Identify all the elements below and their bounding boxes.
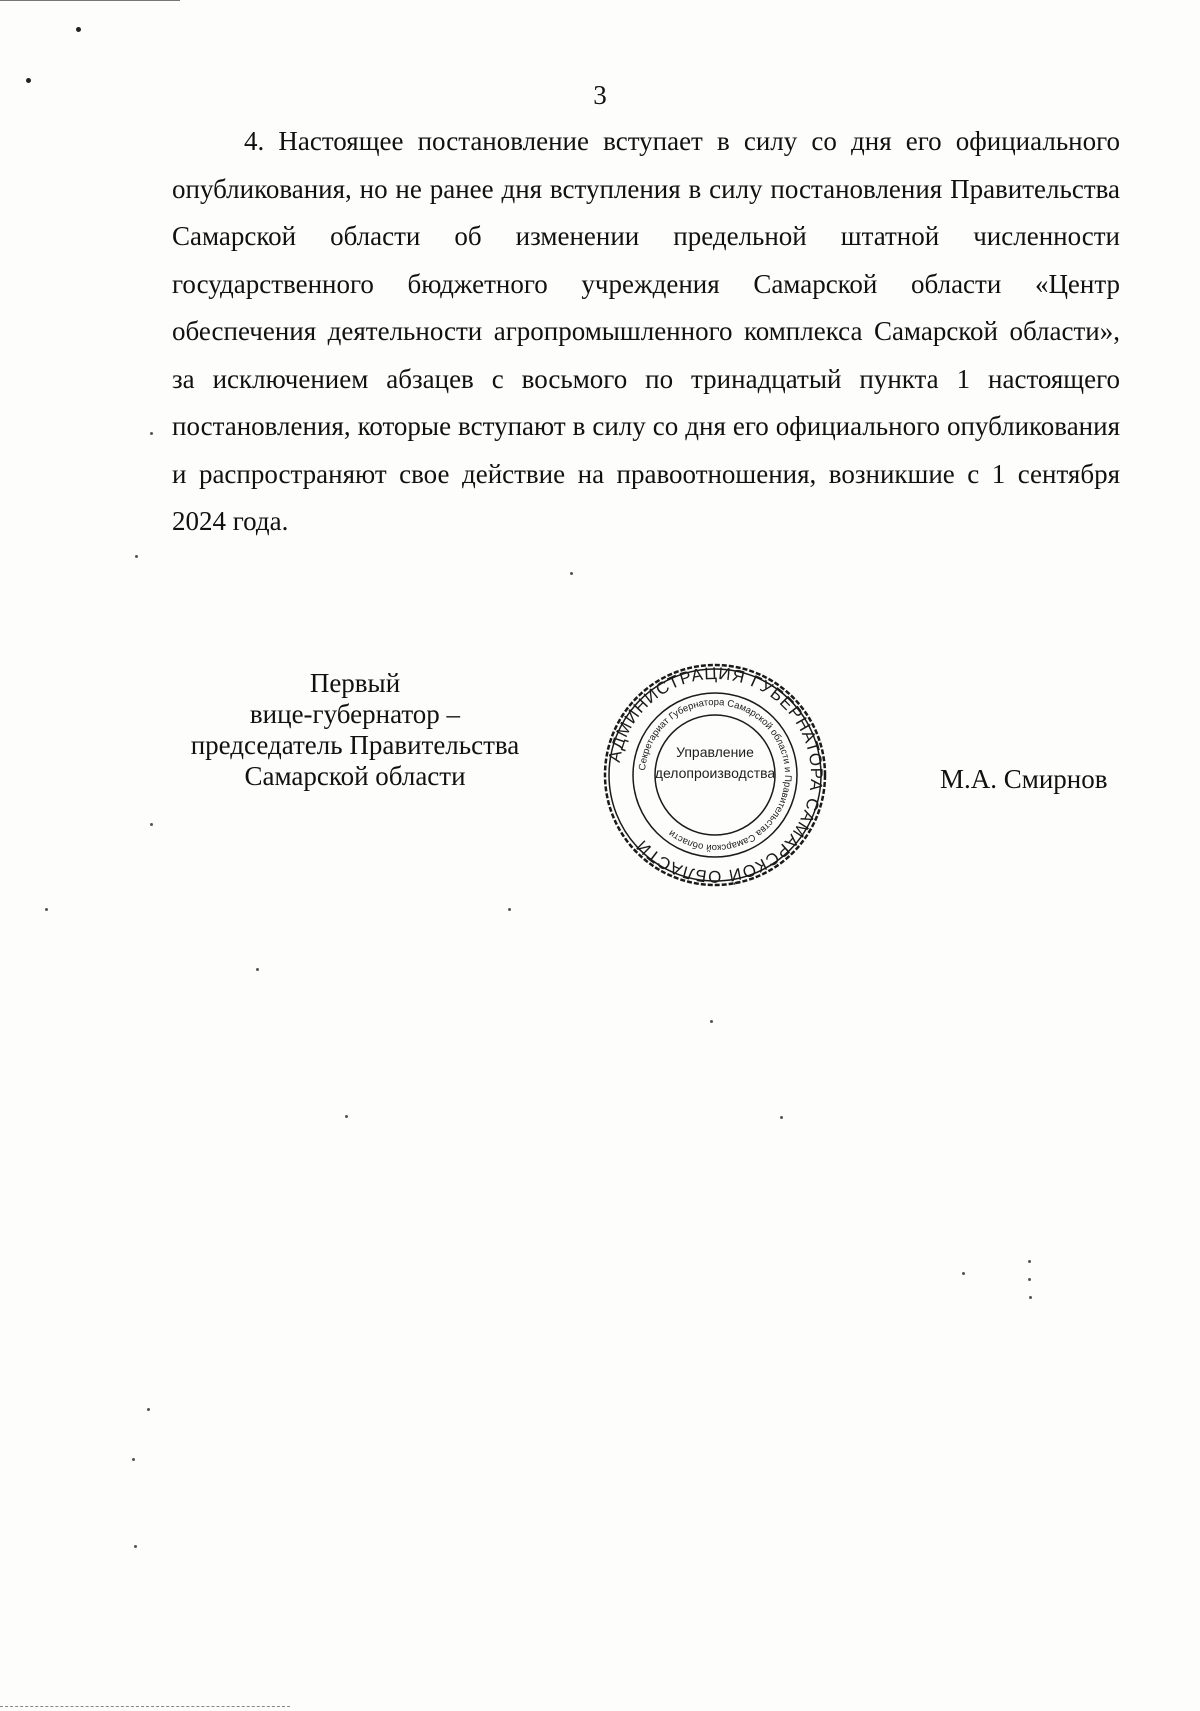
scan-edge-line-top bbox=[0, 0, 180, 1]
scan-speck bbox=[508, 908, 511, 911]
scan-speck bbox=[134, 1545, 137, 1548]
scan-speck bbox=[147, 1408, 150, 1411]
seal-outer-ring-text: АДМИНИСТРАЦИЯ ГУБЕРНАТОРА САМАРСКОЙ ОБЛАСТИ bbox=[604, 663, 827, 887]
official-seal bbox=[600, 660, 830, 890]
seal-center bbox=[600, 742, 830, 784]
scan-speck bbox=[256, 968, 259, 971]
scan-speck bbox=[710, 1020, 713, 1023]
scan-speck bbox=[45, 908, 48, 911]
scan-speck bbox=[345, 1115, 348, 1118]
signer-title-line: Самарской области bbox=[244, 761, 466, 791]
page-number: 3 bbox=[593, 80, 607, 110]
scan-speck bbox=[570, 572, 573, 575]
signer-title-line: вице-губернатор – bbox=[249, 699, 461, 729]
scan-speck bbox=[132, 1458, 135, 1461]
signature-block bbox=[0, 660, 1200, 900]
scan-speck bbox=[150, 432, 153, 435]
signer-title bbox=[170, 668, 540, 792]
signer-title-line: председатель Правительства bbox=[190, 730, 520, 760]
scan-speck bbox=[962, 1272, 965, 1275]
scan-speck bbox=[76, 27, 81, 32]
scan-speck bbox=[1029, 1296, 1032, 1299]
scan-speck bbox=[1028, 1260, 1031, 1263]
scan-speck bbox=[135, 555, 138, 558]
body-paragraph: 4. Настоящее постановление вступает в силу со дня его официального опубликования, но не ранее дня вступления в силу постановления Правительства Самарской области об изменении предельной штатной численности государственного бюджетного учреждения Самарской области «Центр обеспечения деятельности агропромышленного комплекса Самарской области», за исключением абзацев с восьмого по тринадцатый пункта 1 настоящего постановления, которые вступают в силу со дня его официального опубликования и распространяют свое действие на правоотношения, возникшие с 1 сентября 2024 года. bbox=[172, 126, 1120, 536]
seal-inner-ring-text: Секретариат Губернатора Самарской области и Правительства Самарской области bbox=[637, 696, 794, 854]
scan-edge-line-bottom bbox=[0, 1706, 290, 1707]
scan-speck bbox=[780, 1116, 783, 1119]
seal-center-line: Управление bbox=[676, 744, 754, 760]
signer-name: М.А. Смирнов bbox=[940, 764, 1108, 794]
seal-center-line: делопроизводства bbox=[654, 765, 776, 781]
scan-speck bbox=[1028, 1278, 1031, 1281]
signer-title-line: Первый bbox=[309, 668, 401, 698]
